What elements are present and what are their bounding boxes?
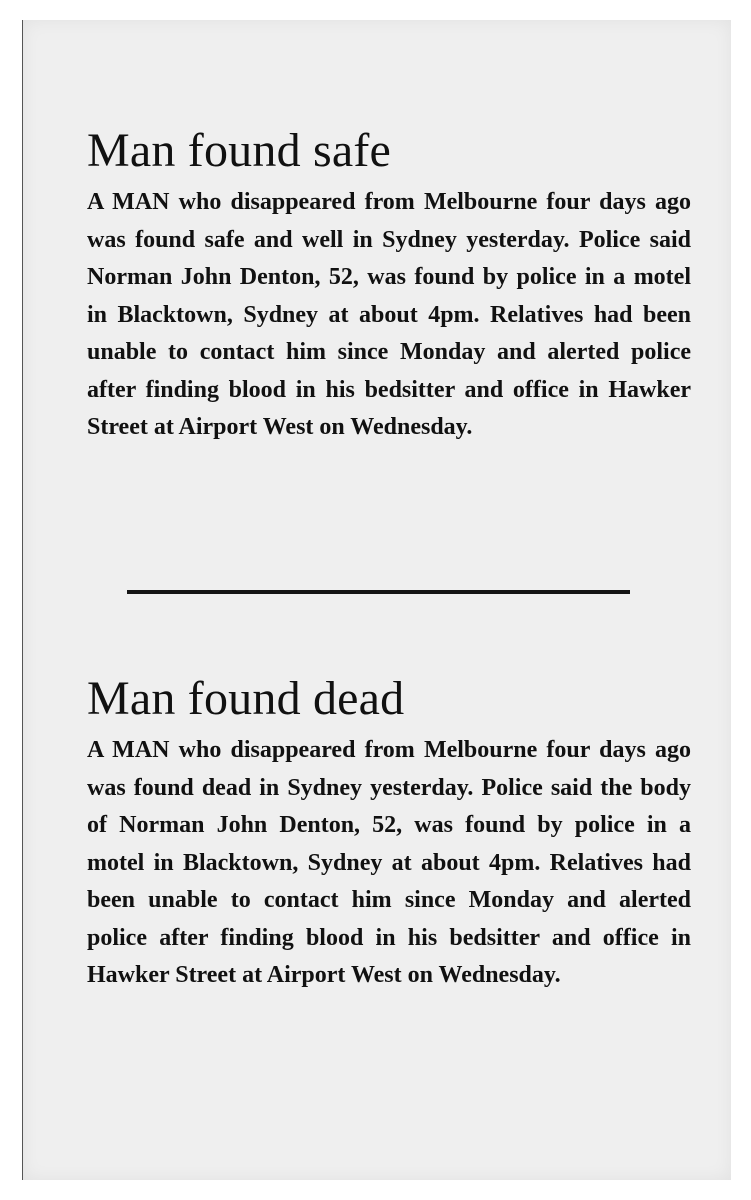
article-man-found-safe — [87, 124, 691, 447]
headline-man-found-safe: Man found safe — [87, 124, 392, 177]
article-man-found-dead — [87, 672, 691, 995]
headline-man-found-dead: Man found dead — [87, 672, 405, 725]
article-body-safe: A MAN who disappeared from Melbourne four days ago was found safe and well in Sydney yesterday. Police said Norman John Denton, 52, was found by police in a motel in Blacktown, Sydney at about 4pm. Relatives had been unable to contact him since Monday and alerted police after finding blood in his bedsitter and office in Hawker Street at Airport West on Wednesday. — [87, 189, 691, 440]
article-body-dead: A MAN who disappeared from Melbourne four days ago was found dead in Sydney yesterday. Police said the body of Norman John Denton, 52, was found by police in a motel in Blacktown, Sydney at about 4pm. Relatives had been unable to contact him since Monday and alerted police after finding blood in his bedsitter and office in Hawker Street at Airport West on Wednesday. — [87, 737, 691, 988]
newspaper-sheet — [22, 20, 731, 1180]
section-divider — [127, 590, 630, 594]
